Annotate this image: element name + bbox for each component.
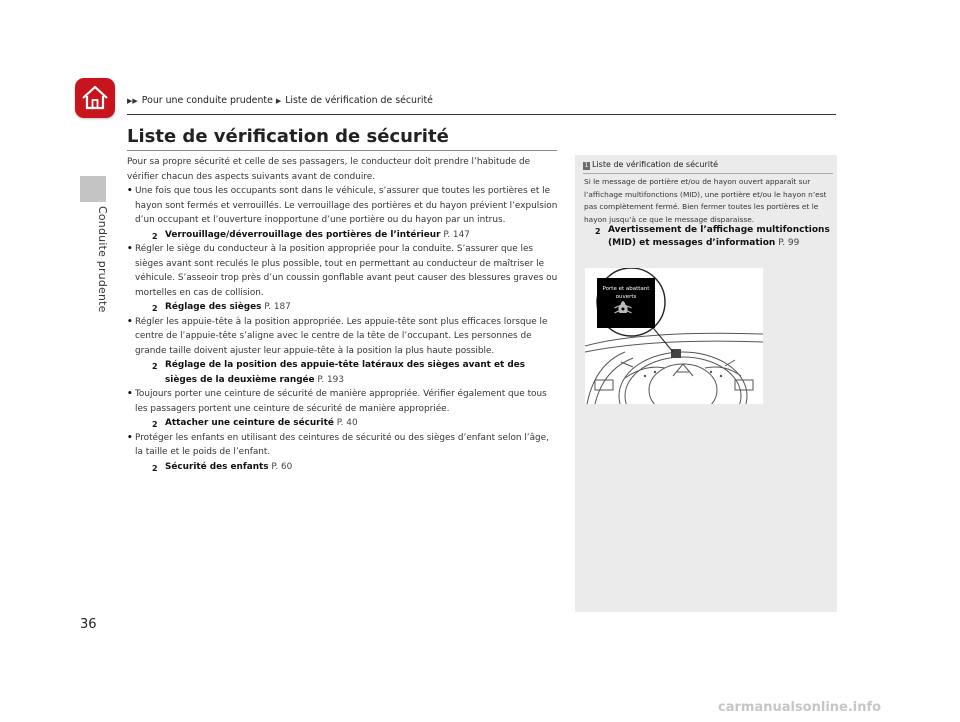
checklist-item [127,387,559,416]
ref-label[interactable]: Réglage de la position des appuie-tête latéraux des sièges avant et des sièges de la deuxième rangée [165,360,526,385]
ref-arrow-icon: 2 [152,420,158,429]
breadcrumb-arrow-icon: ▶▶ [127,97,138,105]
home-button[interactable] [75,78,115,118]
checklist-item [127,431,559,460]
ref-arrow-icon: 2 [152,231,158,241]
sidebar-heading-text: Liste de vérification de sécurité [592,160,719,169]
chapter-tab-label: Conduite prudente [96,206,109,313]
mid-message-text: Porte et abattant ouverts [602,286,650,300]
ref-arrow-icon: 2 [152,304,158,313]
header-divider [127,114,836,115]
breadcrumb [127,95,433,106]
breadcrumb-section-link[interactable]: Pour une conduite prudente [141,95,273,106]
ref-arrow-icon: 2 [595,227,601,236]
page-title: Liste de vérification de sécurité [127,126,449,147]
checklist-item-text: Toujours porter une ceinture de sécurité de manière appropriée. Vérifier également que tous les passagers portent une ceinture de sécurité de manière appropriée. [135,389,547,414]
ref-page[interactable]: P. 40 [336,418,358,428]
checklist-item [127,242,559,300]
checklist-item-text: Protéger les enfants en utilisant des ceintures de sécurité ou des sièges d’enfant selon l’âge, la taille et le poids de l’enfant. [135,432,549,457]
ref-label[interactable]: Réglage des sièges [165,302,262,312]
ref-label[interactable]: Attacher une ceinture de sécurité [165,418,334,428]
checklist-item-text: Une fois que tous les occupants sont dans le véhicule, s’assurer que toutes les portières et le hayon sont fermés et verrouillés. Le verrouillage des portières et du hayon prévient l’expulsion d’un occupant et l’ouverture inopportune d’une portière ou du hayon par un intrus. [135,186,558,225]
title-divider [127,150,557,151]
sidebar-note-number: 1 [584,162,589,169]
sidebar-body: Si le message de portière et/ou de hayon ouvert apparaît sur l’affichage multifonctions (MID), une portière et/ou le hayon n’est pas complètement fermé. Bien fermer toutes les portières et le hayon jusqu’à ce que le message disparaisse. [584,177,827,224]
ref-page[interactable]: P. 147 [443,229,470,240]
ref-page[interactable]: P. 193 [317,374,344,385]
home-icon [80,83,110,113]
checklist-item-text: Régler le siège du conducteur à la position appropriée pour la conduite. S’assurer que les sièges avant sont reculés le plus possible, tout en permettant au conducteur de maîtriser le véhicule. S’asseoir trop près d’un coussin gonflable avant peut causer des blessures graves ou mortelles en cas de collision. [135,244,558,298]
ref-page[interactable]: P. 60 [271,461,293,472]
sidebar-divider [583,173,833,174]
chapter-tab-marker [80,176,106,202]
ref-label[interactable]: Verrouillage/déverrouillage des portières de l’intérieur [165,229,441,240]
cross-reference-link[interactable] [152,416,559,431]
checklist-item-text: Régler les appuie-tête à la position appropriée. Les appuie-tête sont plus efficaces lorsque le centre de l’appuie-tête s’aligne avec le centre de la tête de l’occupant. Les personnes de grande taille doivent ajuster leur appuie-tête à la position la plus haute possible. [135,316,548,356]
ref-label[interactable]: Sécurité des enfants [165,461,269,472]
ref-label[interactable]: Avertissement de l’affichage multifonctions (MID) et messages d’information [608,225,830,248]
intro-paragraph: Pour sa propre sécurité et celle de ses passagers, le conducteur doit prendre l’habitude de vérifier chacun des aspects suivants avant de conduire. [127,157,531,182]
watermark: carmanualsonline.info [718,700,882,715]
ref-page[interactable]: P. 187 [264,302,291,312]
breadcrumb-separator-icon: ▶ [275,97,282,105]
breadcrumb-current-page: Liste de vérification de sécurité [285,95,433,106]
cross-reference-link[interactable] [152,460,559,475]
sidebar-heading [583,160,718,170]
page-number: 36 [80,617,97,632]
checklist-item [127,315,559,359]
ref-arrow-icon: 2 [152,362,158,371]
cross-reference-link[interactable] [152,300,559,315]
checklist-item [127,184,559,228]
ref-arrow-icon: 2 [152,463,158,473]
ref-page[interactable]: P. 99 [778,238,800,248]
sidebar-cross-reference-link[interactable] [595,224,838,250]
cross-reference-link[interactable] [152,358,559,387]
cross-reference-link[interactable] [152,228,559,243]
main-content [127,155,559,474]
